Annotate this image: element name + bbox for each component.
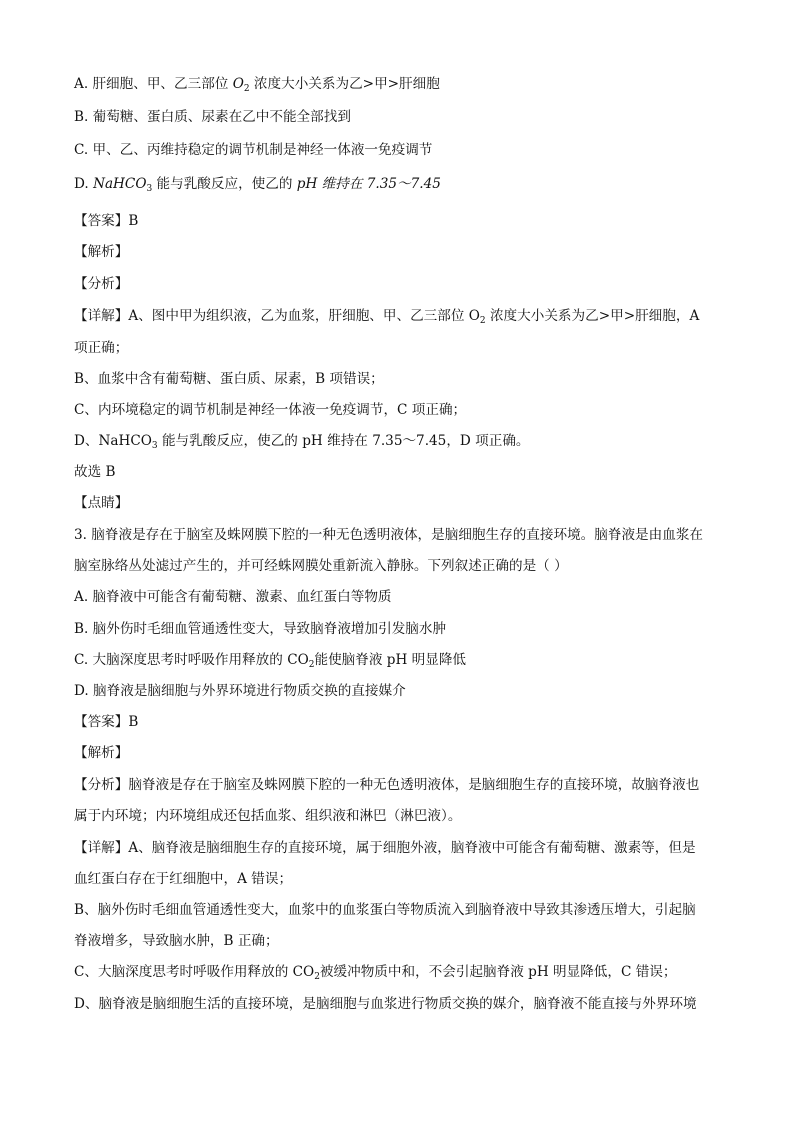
- q3-option-b: B. 脑外伤时毛细血管通透性变大，导致脑脊液增加引发脑水肿: [74, 621, 447, 637]
- q2-option-b: B. 葡萄糖、蛋白质、尿素在乙中不能全部找到: [74, 109, 351, 125]
- subscript: 2: [243, 84, 250, 94]
- q3-option-c: [74, 652, 466, 673]
- ph-symbol: pH: [296, 176, 318, 192]
- q3-detail-b-line-2: 脊液增多，导致脑水肿，B 正确；: [74, 933, 279, 949]
- q2-conclusion: 故选 B: [74, 464, 116, 480]
- q2-detail-d-text-end: 能与乳酸反应，使乙的 pH 维持在 7.35～7.45，D 项正确。: [157, 433, 530, 449]
- q2-option-d-label: D.: [74, 176, 94, 192]
- q3-detail-a-line-2: 血红蛋白存在于红细胞中，A 错误；: [74, 871, 293, 887]
- q3-fenxi-line-1: 【分析】脑脊液是存在于脑室及蛛网膜下腔的一种无色透明液体，是脑细胞生存的直接环境，故脑脊液也: [74, 777, 700, 793]
- subscript: 2: [479, 316, 486, 326]
- nahco3-formula: NaHCO: [93, 176, 147, 192]
- q2-fenxi-heading: 【分析】: [74, 276, 129, 292]
- q3-option-c-text-end: 能使脑脊液 pH 明显降低: [314, 652, 467, 668]
- o2-symbol: O: [232, 76, 244, 92]
- subscript: 3: [151, 441, 158, 451]
- q2-detail-d-text: D、NaHCO: [74, 433, 152, 449]
- q3-stem-line-2: 脑室脉络丛处滤过产生的，并可经蛛网膜处重新流入静脉。下列叙述正确的是（ ）: [74, 558, 568, 574]
- subscript: 2: [308, 660, 315, 670]
- q3-detail-a-line-1: 【详解】A、脑脊液是脑细胞生存的直接环境，属于细胞外液，脑脊液中可能含有葡萄糖、激素等，但是: [74, 840, 696, 856]
- q3-answer: 【答案】B: [74, 714, 139, 730]
- q2-detail-b: B、血浆中含有葡萄糖、蛋白质、尿素，B 项错误；: [74, 371, 384, 387]
- subscript: 2: [314, 972, 320, 982]
- q3-detail-b-line-1: B、脑外伤时毛细血管通透性变大，血浆中的血浆蛋白等物质流入到脑脊液中导致其渗透压增大，引起脑: [74, 902, 696, 918]
- q2-detail-text: 【详解】A、图中甲为组织液，乙为血浆，肝细胞、甲、乙三部位 O: [74, 308, 480, 324]
- q3-stem-line-1: 3. 脑脊液是存在于脑室及蛛网膜下腔的一种无色透明液体，是脑细胞生存的直接环境。脑脊液是由血浆在: [74, 527, 704, 543]
- q2-option-a-text: A. 肝细胞、甲、乙三部位: [74, 76, 233, 92]
- q3-option-a: A. 脑脊液中可能含有葡萄糖、激素、血红蛋白等物质: [74, 589, 392, 605]
- q2-dianjing-heading: 【点睛】: [74, 495, 129, 511]
- q2-option-d: [74, 176, 441, 197]
- q2-answer: 【答案】B: [74, 213, 139, 229]
- q3-detail-c: [74, 964, 677, 985]
- q2-option-d-range: 维持在 7.35～7.45: [317, 176, 441, 192]
- q2-detail-line-2: 项正确；: [74, 340, 129, 356]
- subscript: 3: [146, 184, 153, 194]
- q3-analysis-heading: 【解析】: [74, 745, 129, 761]
- q3-option-c-text: C. 大脑深度思考时呼吸作用释放的 CO: [74, 652, 309, 668]
- q2-analysis-heading: 【解析】: [74, 244, 129, 260]
- q2-option-a: [74, 76, 440, 97]
- q2-detail-d: [74, 433, 530, 454]
- q2-option-a-text-end: 浓度大小关系为乙>甲>肝细胞: [249, 76, 440, 92]
- q2-detail-text-end: 浓度大小关系为乙>甲>肝细胞，A: [485, 308, 700, 324]
- q3-detail-c-text-end: 被缓冲物质中和，不会引起脑脊液 pH 明显降低，C 错误；: [319, 964, 677, 980]
- q3-detail-c-text: C、大脑深度思考时呼吸作用释放的 CO: [74, 964, 315, 980]
- q2-detail-c: C、内环境稳定的调节机制是神经一体液一免疫调节，C 项正确；: [74, 402, 467, 418]
- q2-option-c: C. 甲、乙、丙维持稳定的调节机制是神经一体液一免疫调节: [74, 142, 433, 158]
- q2-detail-line-1: [74, 308, 699, 329]
- q3-detail-d: D、脑脊液是脑细胞生活的直接环境，是脑细胞与血浆进行物质交换的媒介，脑脊液不能直接与外界环境: [74, 996, 697, 1012]
- q3-fenxi-line-2: 属于内环境；内环境组成还包括血浆、组织液和淋巴（淋巴液）。: [74, 808, 462, 824]
- q3-option-d: D. 脑脊液是脑细胞与外界环境进行物质交换的直接媒介: [74, 683, 406, 699]
- q2-option-d-text: 能与乳酸反应，使乙的: [152, 176, 297, 192]
